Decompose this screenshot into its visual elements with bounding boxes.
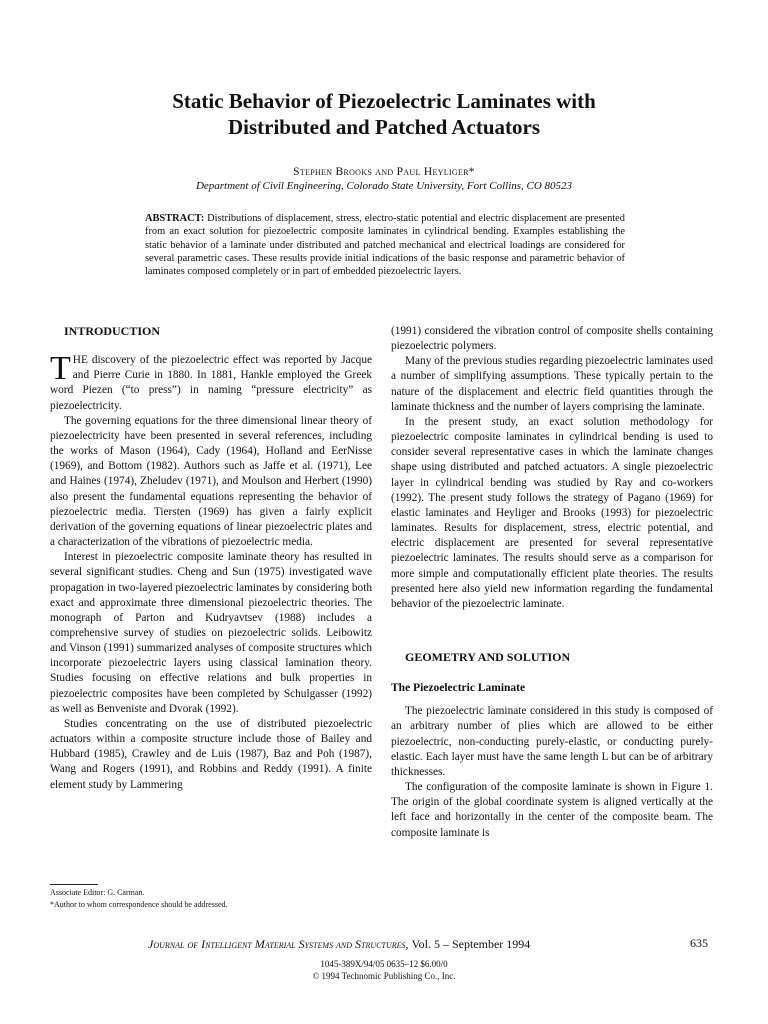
subsection-heading: The Piezoelectric Laminate (391, 682, 526, 695)
intro-paragraph-3: Interest in piezoelectric composite laminate theory has resulted in several significant studies. Cheng and Sun (1975) investigated wave propagation in two-layered piezoelectric laminates by considering both exact and approximate three dimensional piezoelectric theories. The monograph of Parton and Kudryavtsev (1988) includes a comprehensive survey of studies on piezoelectric solids. Leibowitz and Vinson (1991) summarized analyses of composite structures which incorporate piezoelectric layers using classical lamination theory. Studies focusing on effective relations and bulk properties in piezoelectric composites have been completed by Schulgasser (1992) as well as Benveniste and Dvorak (1992). (50, 551, 372, 715)
issn-line: 1045-389X/94/05 0635–12 $6.00/0 (320, 959, 448, 969)
abstract (145, 212, 625, 278)
right-paragraph-1: (1991) considered the vibration control of composite shells containing piezoelectric polymers. (391, 325, 713, 353)
right-paragraph-3: In the present study, an exact solution methodology for piezoelectric composite laminates in cylindrical bending is used to consider several representative cases in which the laminate changes shape using distributed and patched actuators. A single piezoelectric layer in cylindrical bending was studied by Ray and co-workers (1992). The present study follows the strategy of Pagano (1969) for elastic laminates and Heyliger and Brooks (1993) for piezoelectric laminates. Results for displacement, stress, electric potential, and electric displacement are presented for several representative piezoelectric laminates. The results should serve as a comparison for more simple and computationally efficient plate theories. The results presented here also yield new information regarding the fundamental behavior of the piezoelectric laminate. (391, 415, 713, 610)
journal-volume: Vol. 5 – September 1994 (411, 937, 531, 951)
abstract-text: Distributions of displacement, stress, electro-static potential and electric displacement are presented from an exact solution for piezoelectric composite laminates in cylindrical bending. Examples establishing the static behavior of a laminate under distributed and patched mechanical and electrical loadings are considered for several parametric cases. These results provide initial indications of the basic response and parametric behavior of laminates composed completely or in part of embedded piezoelectric layers. (145, 213, 625, 278)
authors: Stephen Brooks and Paul Heyliger* (293, 166, 475, 178)
footnotes (50, 884, 372, 911)
right-paragraph-5: The configuration of the composite laminate is shown in Figure 1. The origin of the global coordinate system is aligned vertically at the left face and horizontally in the center of the composite beam. The composite laminate is (391, 781, 713, 839)
copyright-line: © 1994 Technomic Publishing Co., Inc. (312, 971, 456, 981)
intro-paragraph-2: The governing equations for the three dimensional linear theory of piezoelectricity have been presented in several references, including the works of Mason (1964), Cady (1964), Holland and EerNisse (1969), and Bottom (1982). Authors such as Jaffe et al. (1971), Lee and Haines (1974), Zheludev (1971), and Moulson and Herbert (1990) also present the fundamental equations representing the behavior of piezoelectric media. Tiersten (1969) has given a fairly explicit derivation of the governing equations of linear piezoelectric plates and a characterization of the vibrations of piezoelectric media. (50, 414, 372, 549)
intro-paragraph-1: THE discovery of the piezoelectric effect was reported by Jacque and Pierre Curie in 1880. In 1881, Hankle employed the Greek word Piezen (“to press”) in naming “pressure electricity” as piezoelectricity. (50, 350, 372, 412)
title-line-1: Static Behavior of Piezoelectric Laminates with (172, 89, 596, 113)
intro-paragraph-4: Studies concentrating on the use of distributed piezoelectric actuators within a composite structure include those of Bailey and Hubbard (1985), Crawley and de Luis (1987), Baz and Poh (1987), Wang and Rogers (1991), and Robbins and Reddy (1991). A finite element study by Lammering (50, 717, 372, 791)
left-column (50, 324, 372, 793)
right-paragraph-4: The piezoelectric laminate considered in this study is composed of an arbitrary number of plies which are allowed to be either piezoelectric, non-conducting purely-elastic, or conducting purely-elastic. Each layer must have the same length L but can be of arbitrary thicknesses. (391, 705, 713, 778)
paper-title (0, 88, 768, 140)
page-number: 635 (690, 936, 708, 950)
abstract-label: ABSTRACT: (145, 213, 205, 224)
publication-info (0, 958, 768, 982)
right-column (391, 324, 713, 841)
title-line-2: Distributed and Patched Actuators (227, 115, 541, 139)
right-paragraph-2: Many of the previous studies regarding piezoelectric laminates used a number of simplifying assumptions. These typically pertain to the nature of the displacement and electric field quantities through the laminate thickness and the number of layers comprising the laminate. (391, 355, 713, 413)
footnote-editor: Associate Editor: G. Carman. (50, 888, 145, 897)
geometry-heading: GEOMETRY AND SOLUTION (405, 649, 571, 664)
introduction-heading: INTRODUCTION (64, 324, 161, 338)
journal-name: Journal of Intelligent Material Systems and Structures, (148, 937, 409, 951)
footnote-correspondence: *Author to whom correspondence should be addressed. (50, 900, 228, 909)
journal-footer (148, 937, 530, 952)
affiliation: Department of Civil Engineering, Colorado State University, Fort Collins, CO 80523 (195, 180, 573, 192)
drop-cap: T (50, 350, 71, 388)
footnote-rule (50, 884, 98, 885)
